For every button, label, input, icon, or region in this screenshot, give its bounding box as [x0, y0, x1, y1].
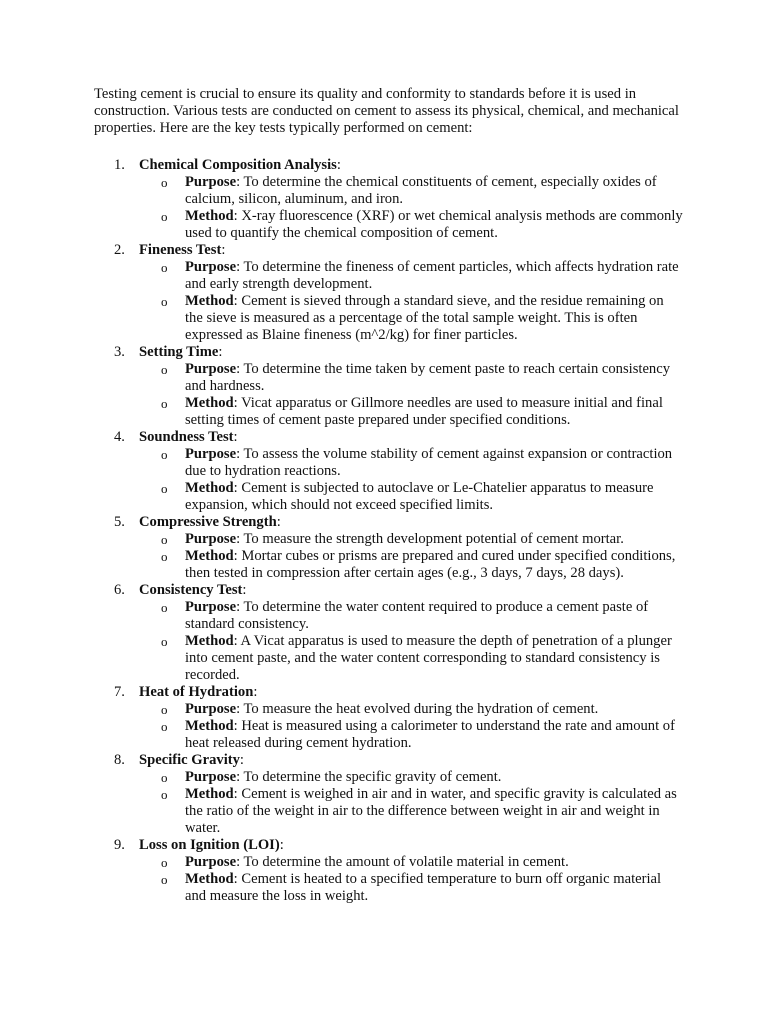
test-number: 3.: [114, 344, 125, 360]
hollow-bullet-icon: o: [161, 175, 168, 190]
detail-text: : To measure the strength development potential of cement mortar.: [236, 531, 624, 547]
test-title-colon: :: [279, 837, 284, 853]
test-title: Fineness Test: [139, 242, 222, 258]
test-number: 5.: [114, 514, 125, 530]
detail-label: Purpose: [185, 854, 237, 870]
detail-item: [139, 531, 684, 548]
detail-text: : X-ray fluorescence (XRF) or wet chemical analysis methods are commonly used to quantify the chemical composition of cement.: [185, 208, 683, 241]
test-title-colon: :: [253, 684, 258, 700]
detail-text: : Cement is weighed in air and in water, and specific gravity is calculated as the ratio of the weight in air to the difference between weight in air and weight in water.: [185, 786, 677, 836]
test-details-list: [139, 531, 684, 582]
hollow-bullet-icon: o: [161, 787, 168, 802]
detail-label: Purpose: [185, 361, 237, 377]
test-title: Setting Time: [139, 344, 219, 360]
test-item: [94, 514, 684, 582]
test-item: [94, 429, 684, 514]
test-details-list: [139, 854, 684, 905]
test-details-list: [139, 701, 684, 752]
detail-item: [139, 548, 684, 582]
test-title-colon: :: [218, 344, 223, 360]
detail-item: [139, 174, 684, 208]
test-details-list: [139, 446, 684, 514]
test-details-list: [139, 361, 684, 429]
test-title-colon: :: [276, 514, 281, 530]
detail-text: : To determine the water content required to produce a cement paste of standard consistency.: [185, 599, 649, 632]
detail-text: : To assess the volume stability of cement against expansion or contraction due to hydration reactions.: [185, 446, 673, 479]
test-item: [94, 157, 684, 242]
detail-label: Purpose: [185, 259, 237, 275]
detail-label: Purpose: [185, 701, 237, 717]
test-details-list: [139, 599, 684, 684]
test-title: Compressive Strength: [139, 514, 277, 530]
hollow-bullet-icon: o: [161, 719, 168, 734]
detail-label: Purpose: [185, 769, 237, 785]
detail-item: [139, 480, 684, 514]
detail-item: [139, 599, 684, 633]
hollow-bullet-icon: o: [161, 549, 168, 564]
detail-text: : Heat is measured using a calorimeter to understand the rate and amount of heat released during cement hydration.: [185, 718, 675, 751]
test-title-colon: :: [336, 157, 341, 173]
detail-item: [139, 786, 684, 837]
hollow-bullet-icon: o: [161, 362, 168, 377]
test-title: Specific Gravity: [139, 752, 240, 768]
test-title: Heat of Hydration: [139, 684, 254, 700]
hollow-bullet-icon: o: [161, 702, 168, 717]
test-details-list: [139, 174, 684, 242]
detail-item: [139, 208, 684, 242]
detail-text: : A Vicat apparatus is used to measure the depth of penetration of a plunger into cement paste, and the water content corresponding to standard consistency is recorded.: [185, 633, 672, 683]
test-number: 2.: [114, 242, 125, 258]
detail-item: [139, 854, 684, 871]
detail-item: [139, 871, 684, 905]
test-details-list: [139, 259, 684, 344]
test-number: 9.: [114, 837, 125, 853]
test-item: [94, 242, 684, 344]
detail-label: Method: [185, 480, 234, 496]
test-item: [94, 837, 684, 905]
detail-text: : Cement is sieved through a standard sieve, and the residue remaining on the sieve is measured as a percentage of the total sample weight. This is often expressed as Blaine fineness (m^2/kg) for finer particles.: [185, 293, 664, 343]
test-title: Chemical Composition Analysis: [139, 157, 337, 173]
detail-label: Purpose: [185, 446, 237, 462]
detail-item: [139, 718, 684, 752]
detail-item: [139, 361, 684, 395]
test-title: Loss on Ignition (LOI): [139, 837, 280, 853]
test-title-colon: :: [242, 582, 247, 598]
test-title-colon: :: [239, 752, 244, 768]
hollow-bullet-icon: o: [161, 209, 168, 224]
hollow-bullet-icon: o: [161, 770, 168, 785]
test-item: [94, 344, 684, 429]
detail-item: [139, 769, 684, 786]
test-number: 1.: [114, 157, 125, 173]
detail-text: : Cement is subjected to autoclave or Le-Chatelier apparatus to measure expansion, which should not exceed specified limits.: [185, 480, 654, 513]
hollow-bullet-icon: o: [161, 600, 168, 615]
detail-item: [139, 446, 684, 480]
detail-text: : Mortar cubes or prisms are prepared and cured under specified conditions, then tested in compression after certain ages (e.g., 3 days, 7 days, 28 days).: [185, 548, 676, 581]
detail-label: Method: [185, 548, 234, 564]
detail-text: : To determine the amount of volatile material in cement.: [236, 854, 569, 870]
detail-item: [139, 293, 684, 344]
detail-text: : Cement is heated to a specified temperature to burn off organic material and measure the loss in weight.: [185, 871, 662, 904]
detail-text: : To determine the specific gravity of cement.: [236, 769, 502, 785]
hollow-bullet-icon: o: [161, 481, 168, 496]
test-number: 4.: [114, 429, 125, 445]
detail-label: Method: [185, 786, 234, 802]
hollow-bullet-icon: o: [161, 447, 168, 462]
test-item: [94, 684, 684, 752]
detail-label: Method: [185, 633, 234, 649]
hollow-bullet-icon: o: [161, 634, 168, 649]
detail-text: : To determine the fineness of cement particles, which affects hydration rate and early strength development.: [185, 259, 679, 292]
detail-label: Method: [185, 293, 234, 309]
test-title-colon: :: [233, 429, 238, 445]
detail-label: Purpose: [185, 174, 237, 190]
document-page: [94, 86, 684, 905]
detail-label: Method: [185, 718, 234, 734]
hollow-bullet-icon: o: [161, 532, 168, 547]
hollow-bullet-icon: o: [161, 260, 168, 275]
test-details-list: [139, 769, 684, 837]
test-title-colon: :: [221, 242, 226, 258]
detail-label: Method: [185, 395, 234, 411]
detail-text: : To measure the heat evolved during the hydration of cement.: [236, 701, 599, 717]
test-title: Consistency Test: [139, 582, 243, 598]
test-number: 8.: [114, 752, 125, 768]
detail-item: [139, 701, 684, 718]
detail-item: [139, 259, 684, 293]
tests-list: [94, 157, 684, 905]
detail-item: [139, 395, 684, 429]
detail-text: : Vicat apparatus or Gillmore needles are used to measure initial and final setting times of cement paste prepared under specified conditions.: [185, 395, 663, 428]
test-number: 6.: [114, 582, 125, 598]
detail-label: Purpose: [185, 599, 237, 615]
detail-label: Method: [185, 208, 234, 224]
detail-item: [139, 633, 684, 684]
hollow-bullet-icon: o: [161, 294, 168, 309]
detail-text: : To determine the chemical constituents of cement, especially oxides of calcium, silicon, aluminum, and iron.: [185, 174, 657, 207]
hollow-bullet-icon: o: [161, 872, 168, 887]
test-item: [94, 582, 684, 684]
hollow-bullet-icon: o: [161, 396, 168, 411]
test-item: [94, 752, 684, 837]
test-title: Soundness Test: [139, 429, 234, 445]
detail-label: Method: [185, 871, 234, 887]
detail-label: Purpose: [185, 531, 237, 547]
test-number: 7.: [114, 684, 125, 700]
hollow-bullet-icon: o: [161, 855, 168, 870]
intro-paragraph: Testing cement is crucial to ensure its quality and conformity to standards before it is used in construction. Various tests are conducted on cement to assess its physical, chemical, and mechanical properties. Here are the key tests typically performed on cement:: [94, 86, 679, 136]
detail-text: : To determine the time taken by cement paste to reach certain consistency and hardness.: [185, 361, 670, 394]
